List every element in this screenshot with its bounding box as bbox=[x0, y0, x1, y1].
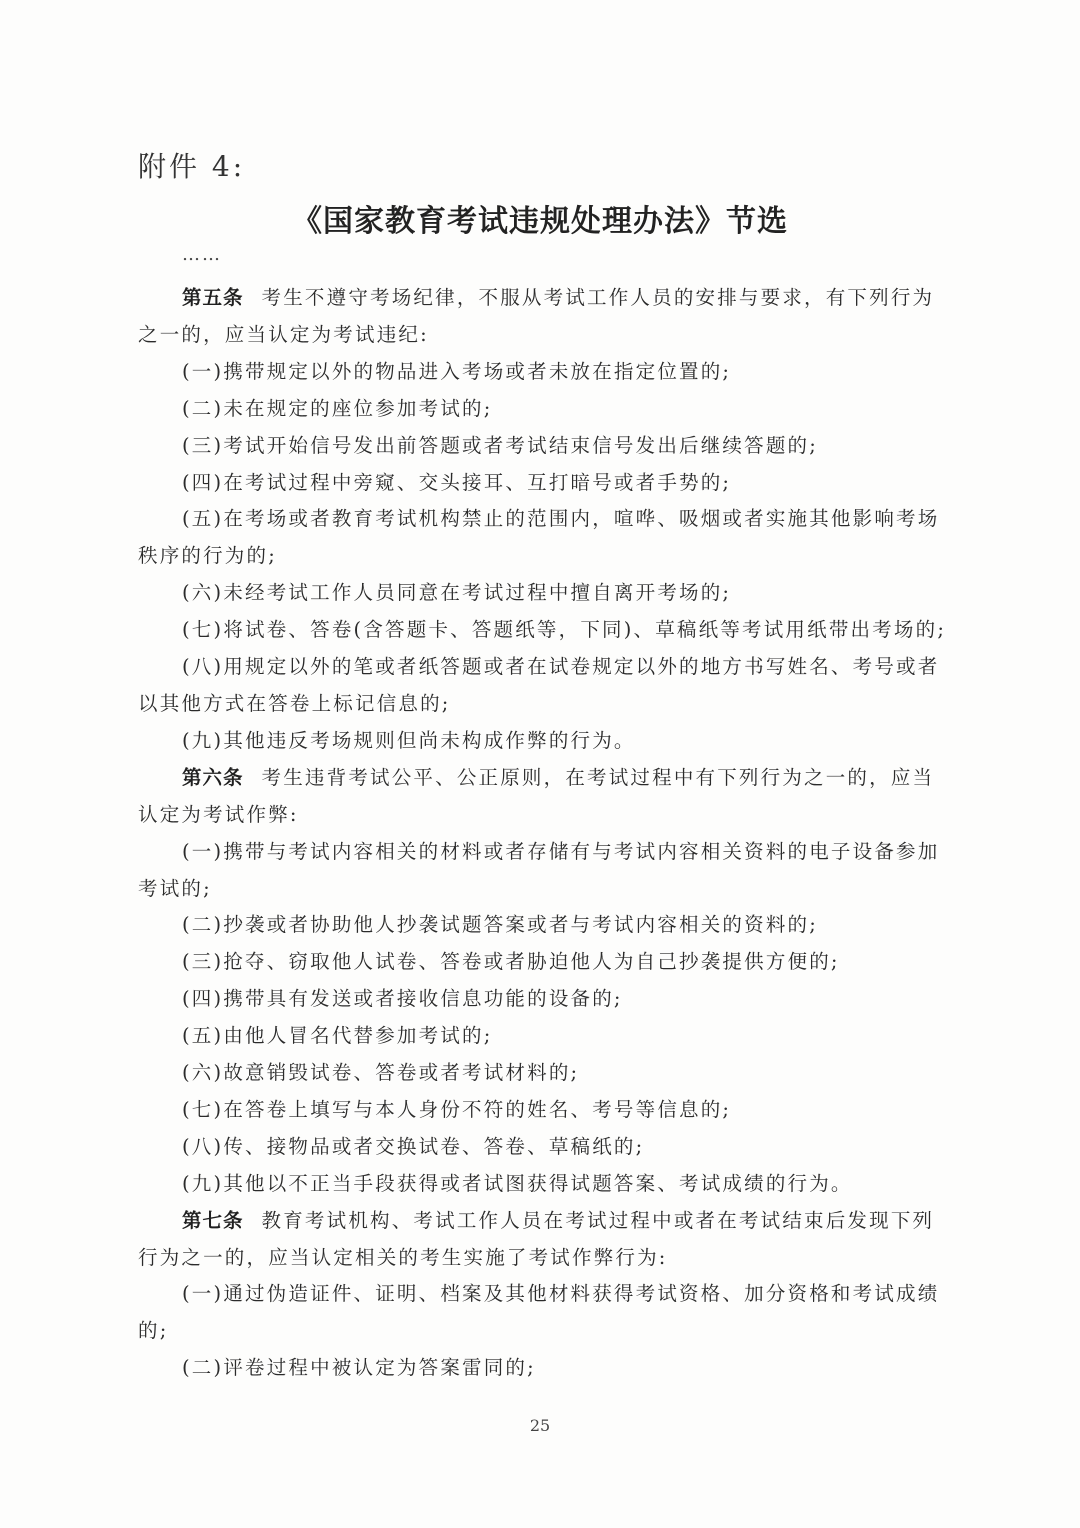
article-6-item-5: (五)由他人冒名代替参加考试的; bbox=[182, 1024, 493, 1048]
article-5-item-7: (七)将试卷、答卷(含答题卡、答题纸等，下同)、草稿纸等考试用纸带出考场的; bbox=[182, 618, 947, 642]
article-6-item-1: (一)携带与考试内容相关的材料或者存储有与考试内容相关资料的电子设备参加考试的; bbox=[138, 839, 940, 900]
document-body bbox=[138, 280, 950, 1387]
article-5-item-5: (五)在考场或者教育考试机构禁止的范围内，喧哗、吸烟或者实施其他影响考场秩序的行为的; bbox=[138, 507, 940, 568]
article-5-item-8: (八)用规定以外的笔或者纸答题或者在试卷规定以外的地方书写姓名、考号或者以其他方式在答卷上标记信息的; bbox=[138, 655, 940, 715]
article-5-heading: 第五条 bbox=[182, 286, 244, 309]
article-6-item-8: (八)传、接物品或者交换试卷、答卷、草稿纸的; bbox=[182, 1134, 645, 1158]
article-6-intro bbox=[138, 760, 950, 834]
article-5-intro bbox=[138, 280, 950, 354]
article-5-item-4: (四)在考试过程中旁窥、交头接耳、互打暗号或者手势的; bbox=[182, 470, 732, 494]
article-6-item-9: (九)其他以不正当手段获得或者试图获得试题答案、考试成绩的行为。 bbox=[182, 1171, 853, 1195]
article-6-item-4: (四)携带具有发送或者接收信息功能的设备的; bbox=[182, 987, 623, 1011]
article-6-item-2: (二)抄袭或者协助他人抄袭试题答案或者与考试内容相关的资料的; bbox=[182, 913, 818, 937]
page-number: 25 bbox=[529, 1416, 551, 1435]
article-7-item-2: (二)评卷过程中被认定为答案雷同的; bbox=[182, 1356, 536, 1380]
article-5-item-9: (九)其他违反考场规则但尚未构成作弊的行为。 bbox=[182, 728, 636, 752]
article-5-item-2: (二)未在规定的座位参加考试的; bbox=[182, 396, 493, 420]
article-7-intro-text: 教育考试机构、考试工作人员在考试过程中或者在考试结束后发现下列行为之一的，应当认定相关的考生实施了考试作弊行为: bbox=[138, 1208, 935, 1269]
article-6-item-6: (六)故意销毁试卷、答卷或者考试材料的; bbox=[182, 1061, 580, 1085]
article-7-item-1: (一)通过伪造证件、证明、档案及其他材料获得考试资格、加分资格和考试成绩的; bbox=[138, 1282, 940, 1343]
article-5-intro-text: 考生不遵守考场纪律，不服从考试工作人员的安排与要求，有下列行为之一的，应当认定为考试违纪: bbox=[138, 286, 935, 346]
article-7-heading: 第七条 bbox=[182, 1208, 244, 1232]
document-title: 《国家教育考试违规处理办法》节选 bbox=[292, 204, 788, 239]
article-7-intro bbox=[138, 1203, 950, 1277]
article-6-heading: 第六条 bbox=[182, 765, 244, 789]
article-5-item-1: (一)携带规定以外的物品进入考场或者未放在指定位置的; bbox=[182, 359, 732, 383]
article-5-item-6: (六)未经考试工作人员同意在考试过程中擅自离开考场的; bbox=[182, 581, 732, 605]
article-5-item-3: (三)考试开始信号发出前答题或者考试结束信号发出后继续答题的; bbox=[182, 433, 818, 457]
article-6-item-7: (七)在答卷上填写与本人身份不符的姓名、考号等信息的; bbox=[182, 1097, 732, 1121]
article-6-item-3: (三)抢夺、窃取他人试卷、答卷或者胁迫他人为自己抄袭提供方便的; bbox=[182, 950, 840, 974]
attachment-label: 附件 4: bbox=[138, 150, 246, 183]
article-6-intro-text: 考生违背考试公平、公正原则，在考试过程中有下列行为之一的，应当认定为考试作弊: bbox=[138, 765, 935, 826]
omission-ellipsis: …… bbox=[182, 244, 222, 265]
